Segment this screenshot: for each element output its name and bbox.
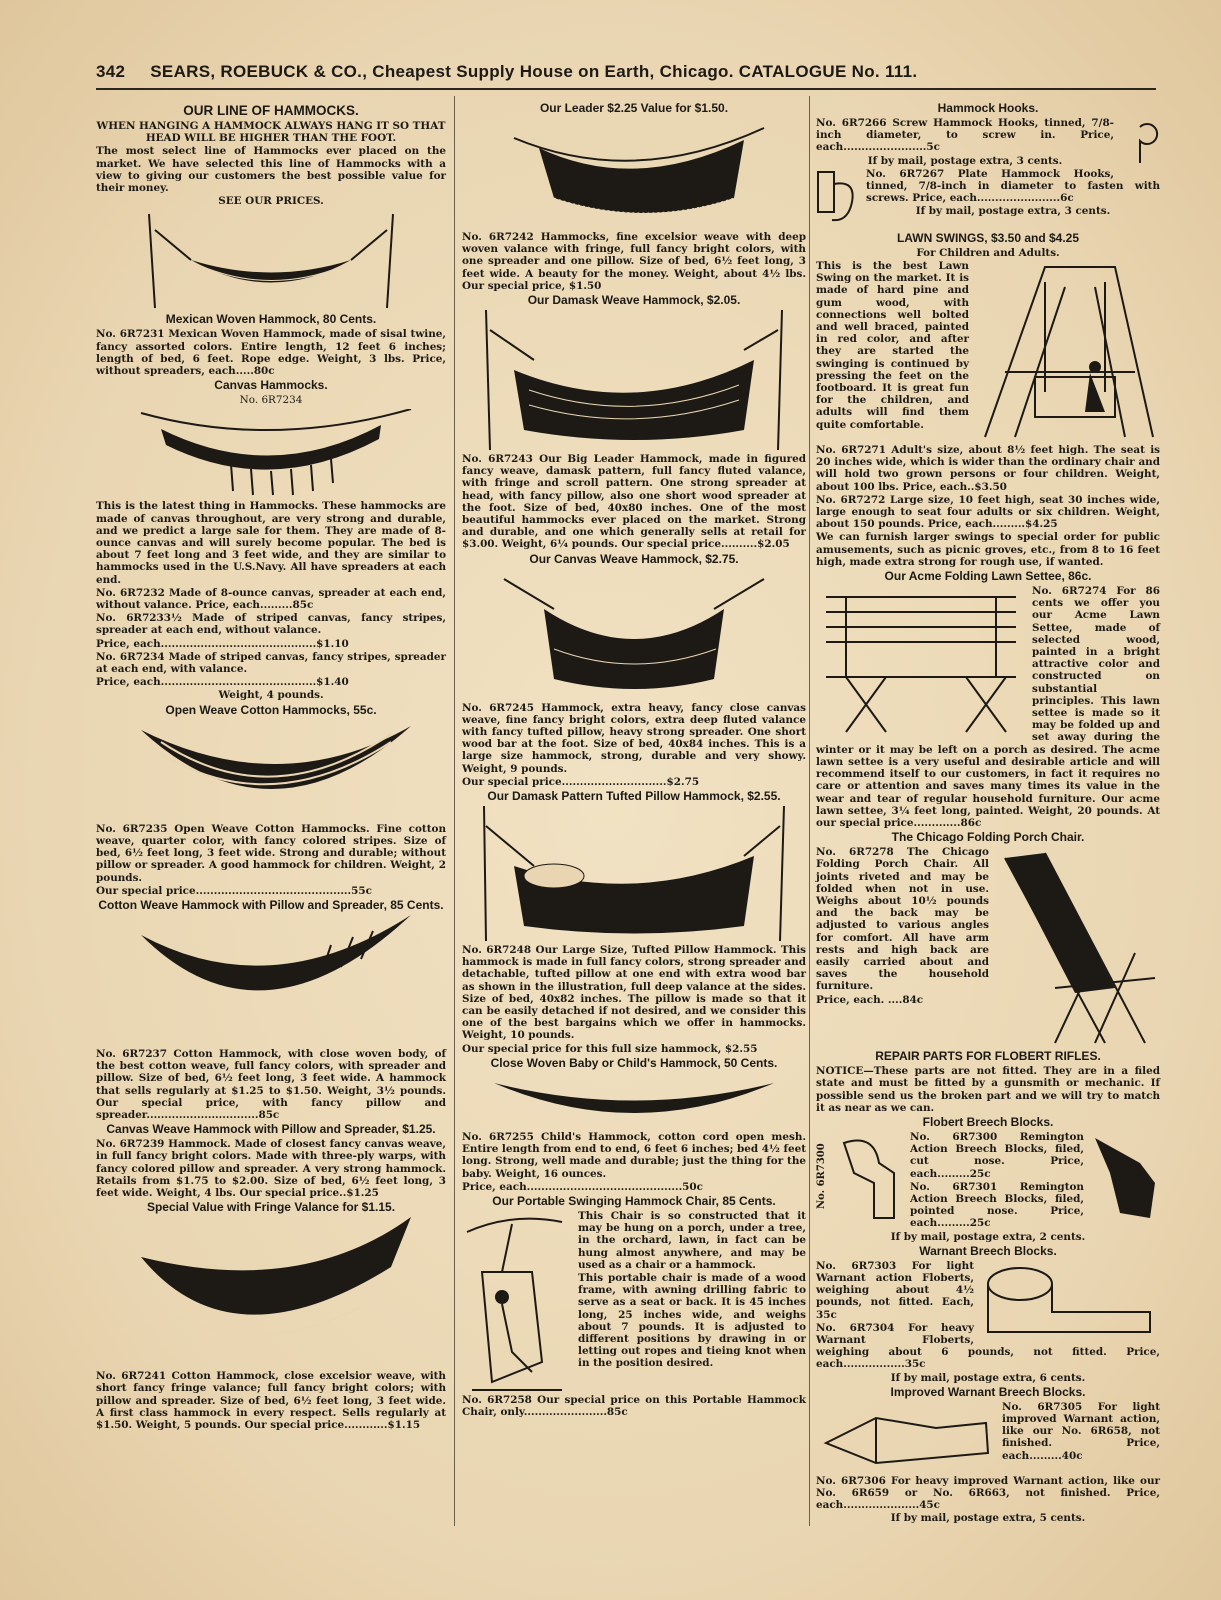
tufted-hammock-illustration — [474, 806, 794, 941]
hooks-7267: No. 6R7267 Plate Hammock Hooks, tinned, 7/8-inch in diameter to fasten with screws. Price, each.......................6c — [866, 167, 1160, 205]
warnant-mail: If by mail, postage extra, 6 cents. — [890, 1371, 1086, 1384]
leader-hammock-illustration — [484, 118, 784, 228]
tufted-title: Our Damask Pattern Tufted Pillow Hammock, $2.55. — [487, 789, 781, 804]
see-prices: SEE OUR PRICES. — [218, 195, 324, 208]
porch-chair-illustration — [995, 848, 1160, 1048]
flobert-breech-block-icon-2 — [1090, 1133, 1160, 1223]
canvas-desc: This is the latest thing in Hammocks. These hammocks are made of canvas throughout, are very strong and durable, and we predict a large sale for them. They are made of 8-ounce canvas and will surely become popular. The bed is about 7 feet long and 3 feet wide, and they are similar to hammocks used in the U.S.Navy. All have spreaders at each end. — [96, 500, 446, 586]
lawn-swings-7272: No. 6R7272 Large size, 10 feet high, seat 30 inches wide, large enough to seat four adults or six children. Weight, about 150 pounds. Price, each.........$4.25 — [816, 493, 1160, 531]
cotton-weave-title: Cotton Weave Hammock with Pillow and Spreader, 85 Cents. — [98, 897, 444, 912]
flobert-7300: No. 6R7300 Remington Action Breech Blocks, filed, cut nose. Price, each.........25c — [910, 1130, 1084, 1180]
baby-hammock-title: Close Woven Baby or Child's Hammock, 50 Cents. — [490, 1055, 778, 1070]
canvas-number: No. 6R7234 — [239, 394, 303, 407]
porch-chair-title: The Chicago Folding Porch Chair. — [891, 830, 1085, 845]
fringe-hammock-illustration — [121, 1217, 421, 1367]
flobert-mail: If by mail, postage extra, 2 cents. — [890, 1230, 1086, 1243]
intro-text: The most select line of Hammocks ever placed on the market. We have selected this line of Hammocks with a view to giving our customers the best possible value for their money. — [96, 145, 446, 195]
canvas-weave-desc-2: No. 6R7245 Hammock, extra heavy, fancy close canvas weave, fine fancy bright colors, extra deep fluted valance with fancy tufted pillow, heavy strong spreader. One short wood bar at the foot. Size of bed, 40x84 inches. This is a large size hammock, strong, durable and very showy. Weight, 9 pounds. — [462, 701, 806, 775]
fringe-valance-title: Special Value with Fringe Valance for $1.15. — [146, 1200, 396, 1215]
porch-chair-desc: No. 6R7278 The Chicago Folding Porch Chair. All joints riveted and may be folded when not in use. Weighs about 10½ pounds and the back may be adjusted to various angles for comfort. All have arm rests and high back are easily carried about and saves the household furniture. — [816, 846, 989, 993]
open-weave-hammock-illustration — [121, 720, 421, 820]
improved-7305: No. 6R7305 For light improved Warnant action, like our No. 6R658, not finished. Price, each.........40c — [1002, 1400, 1160, 1462]
header-rule — [96, 88, 1156, 90]
column-1 — [96, 100, 446, 1432]
porch-chair-price: Price, each. ....84c — [816, 993, 924, 1006]
tufted-price: Our special price for this full size hammock, $2.55 — [462, 1042, 758, 1055]
lawn-swings-7271: No. 6R7271 Adult's size, about 8½ feet high. The seat is 20 inches wide, which is wider than the ordinary chair and will hold two grown persons or four children. Weight, about 100 lbs. Price, each..$3.50 — [816, 444, 1160, 493]
header-title: SEARS, ROEBUCK & CO., Cheapest Supply House on Earth, Chicago. CATALOGUE No. 111. — [150, 62, 918, 81]
warnant-7303: No. 6R7303 For light Warnant action Floberts, weighing about 4½ pounds, not fitted. Each, 35c — [816, 1259, 974, 1321]
hooks-title: Hammock Hooks. — [937, 101, 1039, 115]
canvas-7234-price: Price, each...........................................$1.40 — [96, 676, 349, 689]
flobert-7301: No. 6R7301 Remington Action Breech Blocks, filed, pointed nose. Price, each.........25c — [910, 1180, 1084, 1230]
open-weave-price: Our special price...........................................55c — [96, 884, 372, 897]
repair-notice: NOTICE—These parts are not fitted. They are in a filed state and must be fitted by a gunsmith or mechanic. If possible send us the broken part and we will try to match it as near as we can. — [816, 1065, 1160, 1114]
hooks-7267-mail: If by mail, postage extra, 3 cents. — [915, 205, 1111, 218]
canvas-weave-title: Our Canvas Weave Hammock, $2.75. — [529, 551, 739, 566]
leader-title: Our Leader $2.25 Value for $1.50. — [539, 101, 729, 115]
improved-mail: If by mail, postage extra, 5 cents. — [890, 1512, 1086, 1525]
damask-title: Our Damask Weave Hammock, $2.05. — [527, 293, 741, 308]
canvas-weave-hammock-desc: No. 6R7239 Hammock. Made of closest fancy canvas weave, in full fancy bright colors. Made with three-ply warps, with fancy colored pillow and spreader. A very strong hammock. Retails from $1.75 to $2.00. Size of bed, 6½ feet long, 3 feet wide. Weight, 4 lbs. Our special price..$1.25 — [96, 1138, 446, 1199]
hammock-chair-illustration — [462, 1212, 572, 1392]
flobert-title: Flobert Breech Blocks. — [922, 1114, 1054, 1129]
lawn-swing-illustration — [975, 262, 1160, 442]
canvas-weave-price-2: Our special price.............................$2.75 — [462, 775, 700, 788]
improved-7306: No. 6R7306 For heavy improved Warnant action, like our No. 6R659 or No. 6R663, not finished. Price, each.....................45c — [816, 1474, 1160, 1512]
hooks-7266: No. 6R7266 Screw Hammock Hooks, tinned, 7/8-inch diameter, to screw in. Price, each.......................5c — [816, 117, 1114, 154]
canvas-7233-price: Price, each...........................................$1.10 — [96, 637, 349, 650]
fringe-desc: No. 6R7241 Cotton Hammock, close excelsior weave, with short fancy fringe valance; full fancy bright colors; with pillow and spreader. Size of bed, 6½ feet long, 3 feet wide. A first class hammock in every respect. Sells regularly at $1.50. Weight, 5 pounds. Our special price............$1.15 — [96, 1370, 446, 1431]
settee-title: Our Acme Folding Lawn Settee, 86c. — [884, 569, 1092, 584]
page-number: 342 — [96, 62, 126, 81]
warnant-title: Warnant Breech Blocks. — [919, 1243, 1057, 1258]
hammock-chair-desc-2: This portable chair is made of a wood frame, with awning drilling fabric to serve as a seat or back. It is 45 inches long, 25 inches wide, and weighs about 7 pounds. It is adjusted to different positions by drawing in or letting out ropes and tieing knot when in the position desired. — [578, 1271, 806, 1370]
baby-hammock-desc: No. 6R7255 Child's Hammock, cotton cord open mesh. Entire length from end to end, 6 feet 6 inches; bed 4½ feet long. Strong, well made and durable; just the thing for the baby. Weight, 16 ounces. — [462, 1130, 806, 1180]
hang-note: WHEN HANGING A HAMMOCK ALWAYS HANG IT SO THAT HEAD WILL BE HIGHER THAN THE FOOT. — [96, 120, 446, 145]
warnant-7304: No. 6R7304 For heavy Warnant Floberts, weighing about 6 pounds, not fitted. Price, each.................35c — [816, 1321, 1160, 1371]
canvas-7234: No. 6R7234 Made of striped canvas, fancy stripes, spreader at each end, with valance. — [96, 650, 446, 676]
repair-parts-title: REPAIR PARTS FOR FLOBERT RIFLES. — [875, 1049, 1101, 1064]
canvas-title: Canvas Hammocks. — [214, 378, 328, 393]
damask-desc: No. 6R7243 Our Big Leader Hammock, made in figured fancy weave, damask pattern, full fancy fluted valance, with fringe and scroll pattern. One strong spreader at head, with fancy pillow, also one short wood spreader at the foot. Size of bed, 40x80 inches. One of the most beautiful hammocks ever placed on the market. Strong and durable, and one which generally sells at retail for $3.00. Weight, 6¼ pounds. Our special price..........$2.05 — [462, 453, 806, 551]
hammock-chair-desc-1: This Chair is so constructed that it may be hung on a porch, under a tree, in the orchard, lawn, in fact can be hung almost anywhere, and may be used as a chair or a hammock. — [578, 1209, 806, 1271]
mexican-hammock-illustration — [121, 210, 421, 310]
page-header — [96, 62, 1156, 82]
lawn-settee-illustration — [816, 587, 1026, 737]
canvas-7232: No. 6R7232 Made of 8-ounce canvas, spreader at each end, without valance. Price, each.........85c — [96, 586, 446, 612]
hammock-chair-title: Our Portable Swinging Hammock Chair, 85 Cents. — [492, 1193, 776, 1208]
baby-hammock-price: Price, each...........................................50c — [462, 1180, 703, 1193]
tufted-desc: No. 6R7248 Our Large Size, Tufted Pillow Hammock. This hammock is made in full fancy colors, strong spreader and detachable, tufted pillow at one end with extra wood bar as shown in the illustration, full deep valance at the sides. Size of bed, 40x82 inches. The pillow is made so that it can be easily detached if not desired, and we consider this one of the best bargains which we offer in hammocks. Weight, 10 pounds. — [462, 944, 806, 1042]
open-weave-title: Open Weave Cotton Hammocks, 55c. — [165, 702, 377, 717]
plate-hook-icon — [816, 170, 860, 230]
cotton-weave-hammock-illustration — [121, 915, 421, 1045]
mexican-title: Mexican Woven Hammock, 80 Cents. — [165, 312, 377, 327]
flobert-rotated-label: No. 6R7300 — [816, 1143, 827, 1209]
section-heading: OUR LINE OF HAMMOCKS. — [183, 103, 359, 118]
canvas-hammock-illustration — [121, 409, 421, 497]
screw-hook-icon — [1120, 119, 1160, 167]
warnant-breech-block-icon — [980, 1262, 1160, 1342]
lawn-swings-desc: This is the best Lawn Swing on the market. It is made of hard pine and gum wood, with connections well bolted and well braced, painted in red color, and after they are started the swinging is continued by pressing the feet on the footboard. It is great fun for the children, and adults will find them quite comfortable. — [816, 260, 969, 431]
settee-desc: No. 6R7274 For 86 cents we offer you our Acme Lawn Settee, made of selected wood, painted in a bright attractive color and constructed on substantial principles. This lawn settee is made so it may be folded up and set away during the winter or it may be left on a porch as desired. The acme lawn settee is a very useful and desirable article and will recommend itself to our customers, in fact it requires no care or attention and saves many times its value in the wear and tear of regular household furniture. Our acme lawn settee, 3¼ feet long, painted. Weight, 20 pounds. At our special price.............86c — [816, 585, 1160, 829]
canvas-7233: No. 6R7233½ Made of striped canvas, fancy stripes, spreader at each end, without valance. — [96, 612, 446, 637]
canvas-weight: Weight, 4 pounds. — [218, 689, 324, 702]
lawn-swings-subtitle: For Children and Adults. — [916, 246, 1060, 259]
improved-warnant-title: Improved Warnant Breech Blocks. — [890, 1384, 1086, 1399]
canvas-weave-hammock-illustration-2 — [484, 569, 784, 699]
lawn-swings-special: We can furnish larger swings to special order for public amusements, such as picnic groves, etc., from 8 to 16 feet high, made extra strong for rough use, if wanted. — [816, 531, 1160, 568]
column-divider — [454, 96, 455, 1526]
improved-warnant-breech-block-icon — [816, 1403, 996, 1473]
hammock-chair-price: No. 6R7258 Our special price on this Portable Hammock Chair, only.......................85c — [462, 1393, 806, 1419]
column-2 — [462, 100, 806, 1419]
open-weave-desc: No. 6R7235 Open Weave Cotton Hammocks. Fine cotton weave, quarter color, with fancy colored stripes. Size of bed, 6½ feet long, 3 feet wide. Strong and durable; without pillow or spreader. A good hammock for children. Weight, 2 pounds. — [96, 822, 446, 884]
lawn-swings-title: LAWN SWINGS, $3.50 and $4.25 — [896, 230, 1080, 245]
mexican-desc: No. 6R7231 Mexican Woven Hammock, made of sisal twine, fancy assorted colors. Entire length, 12 feet 6 inches; length of bed, 6 feet. Rope edge. Weight, 3 lbs. Price, without spreaders, each.....80c — [96, 328, 446, 378]
cotton-weave-desc: No. 6R7237 Cotton Hammock, with close woven body, of the best cotton weave, full fancy colors, with spreader and pillow. Size of bed, 6½ feet long, 3 feet wide. A hammock that sells regularly at $1.25 to $1.50. Weight, 3½ pounds. Our special price, with fancy pillow and spreader...............................85c — [96, 1047, 446, 1121]
damask-hammock-illustration — [474, 310, 794, 450]
canvas-weave-hammock-title: Canvas Weave Hammock with Pillow and Spreader, $1.25. — [106, 1122, 436, 1137]
hooks-7266-mail: If by mail, postage extra, 3 cents. — [867, 154, 1063, 167]
flobert-breech-block-icon — [834, 1133, 904, 1223]
column-3 — [816, 100, 1160, 1526]
leader-desc: No. 6R7242 Hammocks, fine excelsior weave with deep woven valance with fringe, full fancy bright colors, with one spreader and one pillow. Size of bed, 6½ feet long, 3 feet wide. A beauty for the money. Weight, about 4½ lbs. Our special price, $1.50 — [462, 231, 806, 292]
baby-hammock-illustration — [484, 1073, 784, 1128]
column-divider — [809, 96, 810, 1526]
